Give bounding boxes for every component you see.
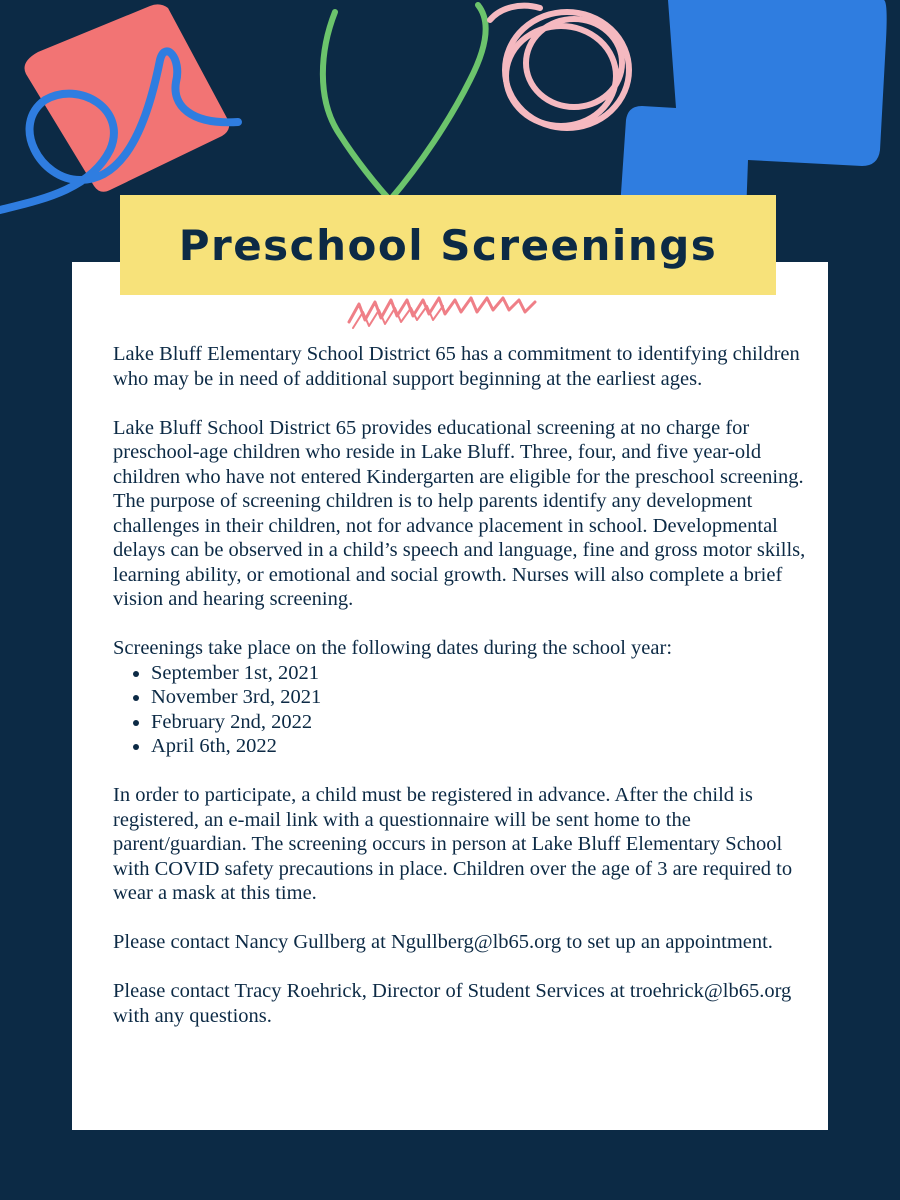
participation-paragraph: In order to participate, a child must be registered in advance. After the child is registered, an e-mail link with a questionnaire will be sent home to the parent/guardian. The screening occurs in person at Lake Bluff Elementary School with COVID safety precautions in place. Children over the age of 3 are required to wear a mask at this time. xyxy=(113,784,793,904)
dates-list xyxy=(113,661,813,759)
title-banner xyxy=(120,195,776,295)
list-item: • February 2nd, 2022 xyxy=(151,710,813,735)
page-title: Preschool Screenings xyxy=(178,220,718,270)
intro-paragraph: Lake Bluff Elementary School District 65 has a commitment to identifying children who may be in need of additional support beginning at the earliest ages. xyxy=(113,343,800,390)
pink-zigzag xyxy=(345,288,545,338)
list-item: • November 3rd, 2021 xyxy=(151,685,813,710)
appointment-contact: Please contact Nancy Gullberg at Ngullberg@lb65.org to set up an appointment. xyxy=(113,931,773,953)
dates-intro: Screenings take place on the following dates during the school year: xyxy=(113,637,673,659)
pink-scribble-circle xyxy=(490,6,629,128)
list-item: • April 6th, 2022 xyxy=(151,734,813,759)
flyer-body xyxy=(113,342,813,1053)
description-paragraph: Lake Bluff School District 65 provides educational screening at no charge for preschool-age children who reside in Lake Bluff. Three, four, and five year-old children who have not entered Kindergarten are eligible for the preschool screening. The purpose of screening children is to help parents identify any development challenges in their children, not for advance placement in school. Developmental delays can be observed in a child’s speech and language, fine and gross motor skills, learning ability, or emotional and social growth. Nurses will also complete a brief vision and hearing screening. xyxy=(113,416,806,610)
green-drop-outline xyxy=(323,5,486,200)
list-item: • September 1st, 2021 xyxy=(151,661,813,686)
questions-contact: Please contact Tracy Roehrick, Director of Student Services at troehrick@lb65.org with any questions. xyxy=(113,980,792,1027)
